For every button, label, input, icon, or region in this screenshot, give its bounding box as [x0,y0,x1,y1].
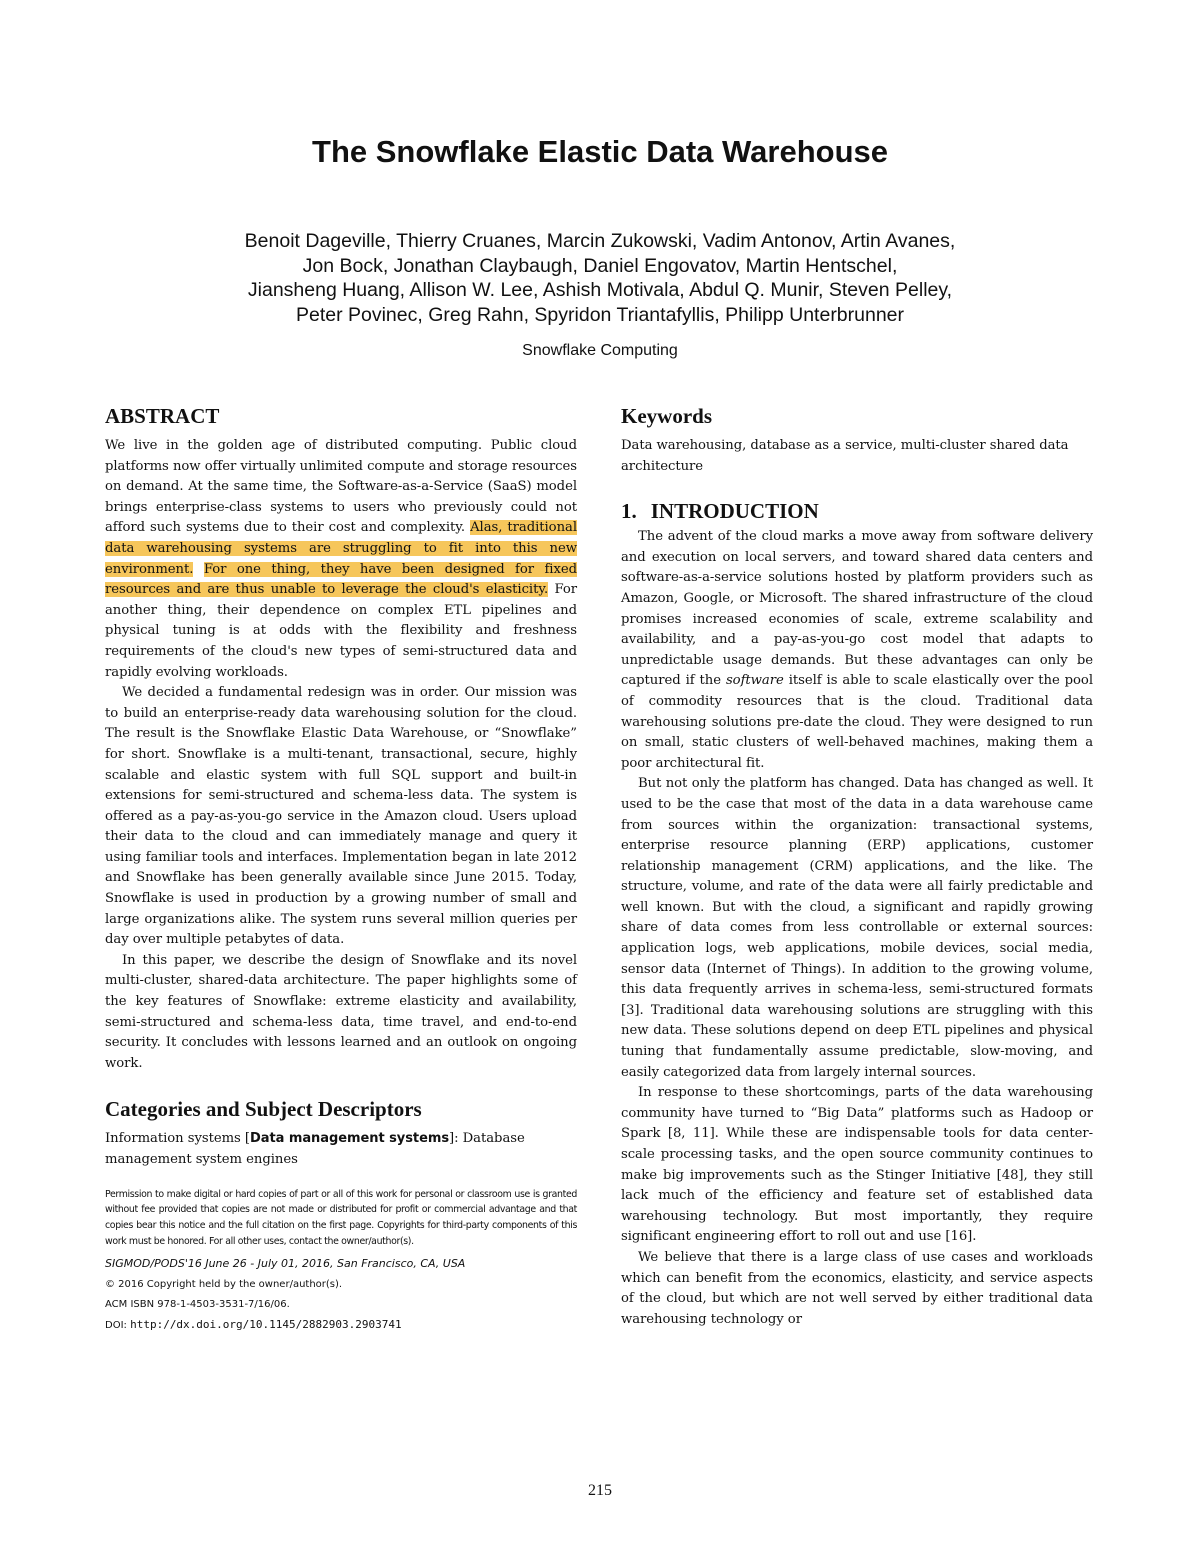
conference-venue: SIGMOD/PODS'16 June 26 - July 01, 2016, San Francisco, CA, USA [105,1256,466,1270]
categories-prefix: Information systems [ [105,1131,250,1147]
abstract-heading: ABSTRACT [105,404,220,428]
highlighted-text[interactable]: Alas, traditional data warehousing systems are struggling to fit into this new environment. [105,520,577,577]
intro-paragraph-2: But not only the platform has changed. Data has changed as well. It used to be the case that most of the data in a data warehouse came from sources within the organization: transactional systems, enterprise resource planning (ERP) applications, customer relationship management (CRM) applications, and the like. The structure, volume, and rate of the data were all fairly predictable and well known. But with the cloud, a significant and rapidly growing share of data comes from less controllable or external sources: application logs, web applications, mobile devices, social media, sensor data (Internet of Things). In addition to the growing volume, this data frequently arrives in schema-less, semi-structured formats [3]. Traditional data warehousing solutions are struggling with this new data. These solutions depend on deep ETL pipelines and physical tuning that fundamentally assume predictable, slow-moving, and easily categorized data from largely internal sources. [621,776,1093,1080]
right-column [621,402,1093,1330]
doi-link[interactable]: http://dx.doi.org/10.1145/2882903.2903741 [130,1317,402,1331]
section-title: INTRODUCTION [650,499,819,524]
author-list [0,229,1200,327]
page-number: 215 [588,1482,612,1499]
copyright-line: © 2016 Copyright held by the owner/author(s). [105,1278,343,1290]
categories-bold: Data management systems [250,1131,450,1147]
intro-text: itself is able to scale elastically over the pool of commodity resources that is the cloud. Traditional data warehousing solutions pre-date the cloud. They were designed to run on small, static clusters of well-behaved machines, making them a poor architectural fit. [621,673,1093,771]
author-line: Benoit Dageville, Thierry Cruanes, Marcin Zukowski, Vadim Antonov, Artin Avanes, [244,230,956,252]
abstract-text: We live in the golden age of distributed computing. Public cloud platforms now offer virtually unlimited compute and storage resources on demand. At the same time, the Software-as-a-Service (SaaS) model brings enterprise-class systems to users who previously could not afford such systems due to their cost and complexity. [105,438,577,536]
categories-suffix: ]: Database management system engines [105,1131,525,1167]
intro-paragraph-4: We believe that there is a large class of use cases and workloads which can benefit from the economics, elasticity, and service aspects of the cloud, but which are not well served by either traditional data warehousing technology or [621,1249,1093,1327]
intro-paragraph-3: In response to these shortcomings, parts of the data warehousing community have turned to “Big Data” platforms such as Hadoop or Spark [8, 11]. While these are indispensable tools for data center-scale processing tasks, and the open source community continues to make big improvements such as the Stinger Initiative [48], they still lack much of the efficiency and feature set of established data warehousing technology. But most importantly, they require significant engineering effort to roll out and use [16]. [621,1085,1093,1245]
doi-label: DOI: [105,1319,131,1331]
left-column [105,402,577,1336]
doi-line [105,1315,577,1336]
abstract-paragraph-1 [105,436,577,683]
categories-heading: Categories and Subject Descriptors [105,1097,422,1122]
emphasis-text: software [725,673,784,689]
permission-notice: Permission to make digital or hard copies of part or all of this work for personal or classroom use is granted without fee provided that copies are not made or distributed for profit or commercial advantage and that copies bear this notice and the full citation on the first page. Copyrights for third-party components of this work must be honored. For all other uses, contact the owner/author(s). [105,1188,577,1247]
categories-text [105,1129,577,1170]
keywords-text: Data warehousing, database as a service, multi-cluster shared data architecture [621,438,1069,474]
author-line: Jon Bock, Jonathan Claybaugh, Daniel Engovatov, Martin Hentschel, [302,254,898,277]
author-line: Peter Povinec, Greg Rahn, Spyridon Triantafyllis, Philipp Unterbrunner [295,303,905,326]
paper-title: The Snowflake Elastic Data Warehouse [312,134,888,169]
abstract-paragraph-2: We decided a fundamental redesign was in order. Our mission was to build an enterprise-ready data warehousing solution for the cloud. The result is the Snowflake Elastic Data Warehouse, or “Snowflake” for short. Snowflake is a multi-tenant, transactional, secure, highly scalable and elastic system with full SQL support and built-in extensions for semi-structured and schema-less data. The system is offered as a pay-as-you-go service in the Amazon cloud. Users upload their data to the cloud and can immediately manage and query it using familiar tools and interfaces. Implementation began in late 2012 and Snowflake has been generally available since June 2015. Today, Snowflake is used in production by a growing number of small and large organizations alike. The system runs several million queries per day over multiple petabytes of data. [105,685,577,948]
affiliation: Snowflake Computing [522,342,678,359]
intro-text: The advent of the cloud marks a move away from software delivery and execution on local servers, and toward shared data centers and software-as-a-service solutions hosted by platform providers such as Amazon, Google, or Microsoft. The shared infrastructure of the cloud promises increased economies of scale, extreme scalability and availability, and a pay-as-you-go cost model that adapts to unpredictable usage demands. But these advantages can only be captured if the [621,529,1093,689]
highlighted-text[interactable]: For one thing, they have been designed for fixed resources and are thus unable to leverage the cloud's elasticity. [105,561,577,598]
intro-paragraph-1 [621,527,1093,774]
section-number: 1. [621,499,637,524]
author-line: Jiansheng Huang, Allison W. Lee, Ashish Motivala, Abdul Q. Munir, Steven Pelley, [247,279,953,301]
introduction-heading [621,497,1093,525]
keywords-heading: Keywords [621,404,712,428]
isbn-line: ACM ISBN 978-1-4503-3531-7/16/06. [105,1298,290,1310]
abstract-text: For another thing, their dependence on complex ETL pipelines and physical tuning is at odds with the flexibility and freshness requirements of the cloud's new types of semi-structured data and rapidly evolving workloads. [105,582,577,680]
abstract-paragraph-3: In this paper, we describe the design of Snowflake and its novel multi-cluster, shared-data architecture. The paper highlights some of the key features of Snowflake: extreme elasticity and availability, semi-structured and schema-less data, time travel, and end-to-end security. It concludes with lessons learned and an outlook on ongoing work. [105,952,577,1071]
